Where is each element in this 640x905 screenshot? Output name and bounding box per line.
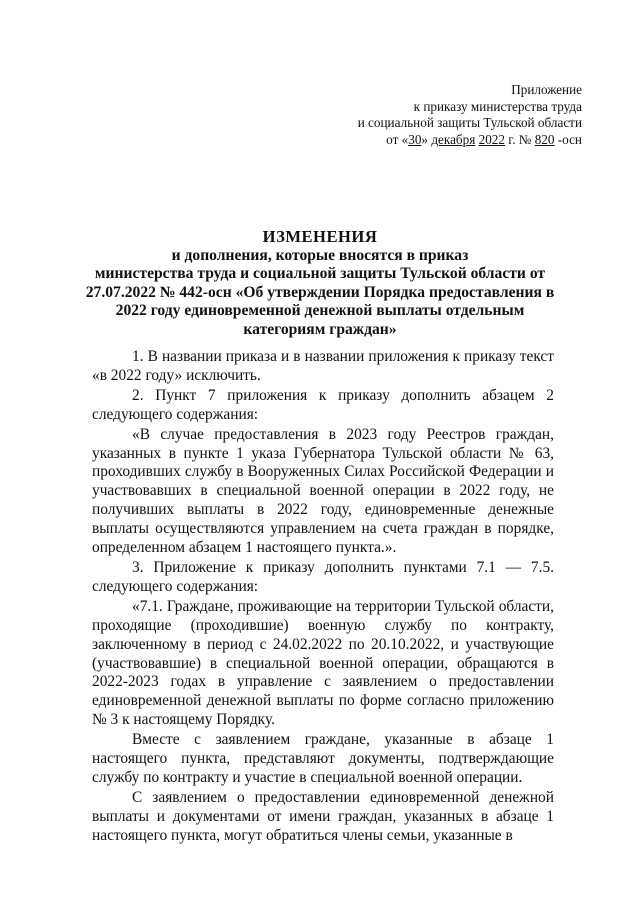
paragraph-4: 3. Приложение к приказу дополнить пунктами 7.1 — 7.5. следующего содержания: xyxy=(92,558,554,595)
appendix-number: 820 xyxy=(534,131,555,147)
appendix-from: от « xyxy=(386,131,409,147)
document-body xyxy=(92,348,554,846)
appendix-header xyxy=(358,82,582,148)
appendix-day: 30 xyxy=(408,131,422,147)
heading-line-5: категориям граждан» xyxy=(243,320,397,338)
heading-line-2: министерства труда и социальной защиты Тульской области от xyxy=(94,265,546,282)
paragraph-5: «7.1. Граждане, проживающие на территории Тульской области, проходящие (проходившие) военную службу по контракту, заключенному в период с 24.02.2022 по 20.10.2022, и участвующие (участвовавшие) в специальной военной операции, обращаются в 2022-2023 годах в управление с заявлением о предоставлении единовременной денежной выплаты по форме согласно приложению № 3 к настоящему Порядку. xyxy=(92,597,554,729)
paragraph-2: 2. Пункт 7 приложения к приказу дополнить абзацем 2 следующего содержания: xyxy=(92,386,554,423)
appendix-sep-1: » xyxy=(421,131,432,147)
appendix-line-1: Приложение xyxy=(511,82,582,97)
heading-line-3: 27.07.2022 № 442-осн «Об утверждении Порядка предоставления в xyxy=(85,283,555,301)
document-heading xyxy=(80,228,560,339)
paragraph-1: 1. В названии приказа и в названии приложения к приказу текст «в 2022 году» исключить. xyxy=(92,348,554,384)
appendix-year: 2022 xyxy=(478,131,505,147)
paragraph-6: Вместе с заявлением граждане, указанные в абзаце 1 настоящего пункта, представляют документы, подтверждающие службу по контракту и участие в специальной военной операции. xyxy=(92,731,554,786)
appendix-suffix: -осн xyxy=(554,131,582,147)
appendix-date-line xyxy=(358,132,582,149)
heading-title: ИЗМЕНЕНИЯ xyxy=(262,227,378,246)
appendix-sep-3: г. № xyxy=(504,131,535,147)
paragraph-3: «В случае предоставления в 2023 году Реестров граждан, указанных в пункте 1 указа Губернатора Тульской области № 63, проходивших службу в Вооруженных Силах Российской Федерации и участвовавших в специальной военной операции в 2022 году, не получивших выплаты в 2022 году, единовременные денежные выплаты осуществляются управлением на счета граждан в порядке, определенном абзацем 1 настоящего пункта.». xyxy=(92,425,554,557)
appendix-month: декабря xyxy=(431,131,476,147)
paragraph-7: С заявлением о предоставлении единовременной денежной выплаты и документами от имени граждан, указанных в абзаце 1 настоящего пункта, могут обратиться члены семьи, указанные в xyxy=(92,788,554,844)
appendix-line-3: и социальной защиты Тульской области xyxy=(357,115,582,130)
appendix-line-2: к приказу министерства труда xyxy=(413,98,582,114)
heading-line-4: 2022 году единовременной денежной выплаты отдельным xyxy=(115,302,525,319)
heading-line-1: и дополнения, которые вносятся в приказ xyxy=(171,246,469,264)
